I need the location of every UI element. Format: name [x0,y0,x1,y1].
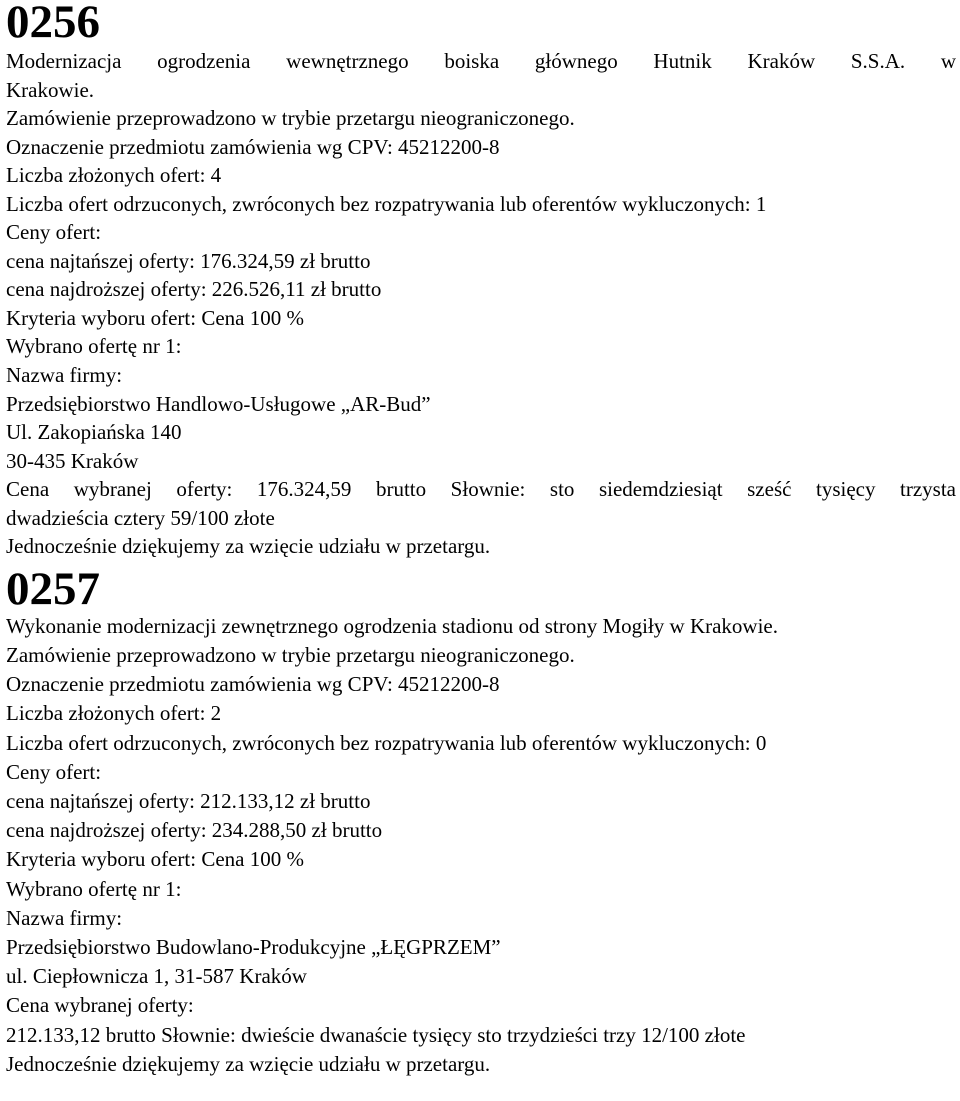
notice-title-line-1: Modernizacja ogrodzenia wewnętrznego boiska głównego Hutnik Kraków S.S.A. w [6,49,956,73]
company-label: Nazwa firmy: [6,363,123,388]
lowest-price: cena najtańszej oferty: 176.324,59 zł brutto [6,248,371,273]
company-address: ul. Ciepłownicza 1, 31-587 Kraków [6,964,307,989]
procedure-text: Zamówienie przeprowadzono w trybie przetargu nieograniczonego. [6,643,575,668]
prices-label: Ceny ofert: [6,220,102,245]
lowest-price: cena najtańszej oferty: 212.133,12 zł brutto [6,789,371,814]
procedure-text: Zamówienie przeprowadzono w trybie przetargu nieograniczonego. [6,106,575,131]
company-name: Przedsiębiorstwo Handlowo-Usługowe „AR-Bud” [6,391,431,416]
prices-label: Ceny ofert: [6,759,102,784]
tender-notice-0257 [6,561,956,1079]
selection-criteria: Kryteria wyboru ofert: Cena 100 % [6,847,304,872]
thanks-note: Jednocześnie dziękujemy za wzięcie udziału w przetargu. [6,534,491,559]
cpv-code: Oznaczenie przedmiotu zamówienia wg CPV: 45212200-8 [6,672,500,697]
offers-count: Liczba złożonych ofert: 4 [6,163,222,188]
selected-price-line-2: dwadzieścia cztery 59/100 złote [6,505,275,530]
notice-number: 0256 [6,0,100,48]
selection-criteria: Kryteria wyboru ofert: Cena 100 % [6,305,304,330]
thanks-note: Jednocześnie dziękujemy za wzięcie udziału w przetargu. [6,1051,491,1076]
company-address-city: 30-435 Kraków [6,448,139,473]
company-address-street: Ul. Zakopiańska 140 [6,420,182,445]
notice-title-line-1: Wykonanie modernizacji zewnętrznego ogrodzenia stadionu od strony Mogiły w Krakowie. [6,613,779,638]
document-page [6,0,956,1079]
cpv-code: Oznaczenie przedmiotu zamówienia wg CPV: 45212200-8 [6,134,500,159]
rejected-offers-count: Liczba ofert odrzuconych, zwróconych bez rozpatrywania lub oferentów wykluczonych: 0 [6,730,767,755]
selected-offer: Wybrano ofertę nr 1: [6,334,182,359]
company-label: Nazwa firmy: [6,905,123,930]
notice-number: 0257 [6,562,100,615]
selected-price-label: Cena wybranej oferty: [6,993,194,1018]
offers-count: Liczba złożonych ofert: 2 [6,701,222,726]
highest-price: cena najdroższej oferty: 226.526,11 zł brutto [6,277,382,302]
company-name: Przedsiębiorstwo Budowlano-Produkcyjne „ŁĘGPRZEM” [6,935,501,960]
rejected-offers-count: Liczba ofert odrzuconych, zwróconych bez rozpatrywania lub oferentów wykluczonych: 1 [6,191,767,216]
highest-price: cena najdroższej oferty: 234.288,50 zł brutto [6,818,383,843]
notice-title-line-2: Krakowie. [6,77,95,102]
tender-notice-0256 [6,0,956,561]
selected-price-line-1: 212.133,12 brutto Słownie: dwieście dwanaście tysięcy sto trzydzieści trzy 12/100 złote [6,1022,746,1047]
selected-offer: Wybrano ofertę nr 1: [6,876,182,901]
selected-price-line-1: Cena wybranej oferty: 176.324,59 brutto Słownie: sto siedemdziesiąt sześć tysięcy trzysta [6,477,956,502]
